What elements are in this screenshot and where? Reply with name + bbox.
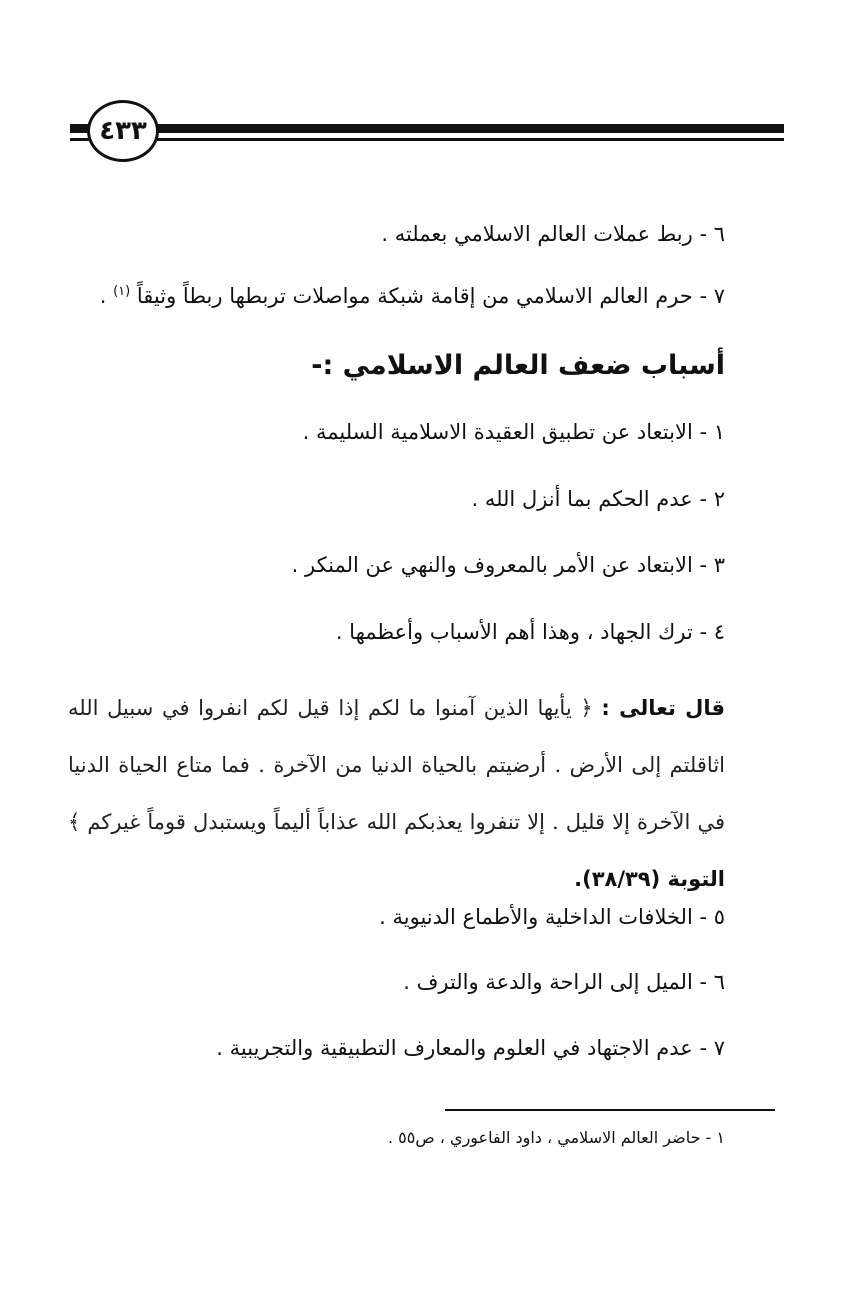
list-item: ١ - الابتعاد عن تطبيق العقيدة الاسلامية السليمة . <box>302 420 725 444</box>
list-item: ٥ - الخلافات الداخلية والأطماع الدنيوية . <box>379 905 725 929</box>
footnote-divider <box>445 1109 775 1111</box>
list-item: ٦ - ربط عملات العالم الاسلامي بعملته . <box>381 222 725 246</box>
list-item-end: . <box>99 284 107 308</box>
list-item: ٤ - ترك الجهاد ، وهذا أهم الأسباب وأعظمها . <box>335 620 725 644</box>
list-item-text: ٧ - حرم العالم الاسلامي من إقامة شبكة مواصلات تربطها ربطاً وثيقاً <box>136 284 725 308</box>
list-item <box>100 284 725 309</box>
verse-reference: التوبة (٣٨/٣٩). <box>574 867 725 891</box>
list-item: ٧ - عدم الاجتهاد في العلوم والمعارف التطبيقية والتجريبية . <box>216 1036 725 1060</box>
quran-verse-paragraph <box>68 680 725 908</box>
header-thin-bar <box>70 138 784 141</box>
header-thick-bar <box>70 124 784 133</box>
verse-lead: قال تعالى : <box>601 696 726 720</box>
list-item: ٣ - الابتعاد عن الأمر بالمعروف والنهي عن المنكر . <box>291 553 725 577</box>
page-number: ٤٣٣ <box>87 100 159 162</box>
footnote: ١ - حاضر العالم الاسلامي ، داود الفاعوري ، ص٥٥ . <box>388 1128 725 1147</box>
footnote-mark: (١) <box>113 284 131 299</box>
verse-text: يأيها الذين آمنوا ما لكم إذا قيل لكم انفروا في سبيل الله اثاقلتم إلى الأرض . أرضيتم بالحياة الدنيا من الآخرة . فما متاع الحياة الدنيا في الآخرة إلا قليل . إلا تنفروا يعذبكم الله عذاباً أليماً ويستبدل قوماً غيركم <box>68 696 725 834</box>
list-item: ٢ - عدم الحكم بما أنزل الله . <box>471 487 725 511</box>
section-heading: أسباب ضعف العالم الاسلامي :- <box>311 350 725 381</box>
verse-open-bracket: ﴿ <box>580 696 593 720</box>
list-item: ٦ - الميل إلى الراحة والدعة والترف . <box>403 970 725 994</box>
header-rule <box>70 118 784 148</box>
verse-close-bracket: ﴾ <box>68 810 81 834</box>
